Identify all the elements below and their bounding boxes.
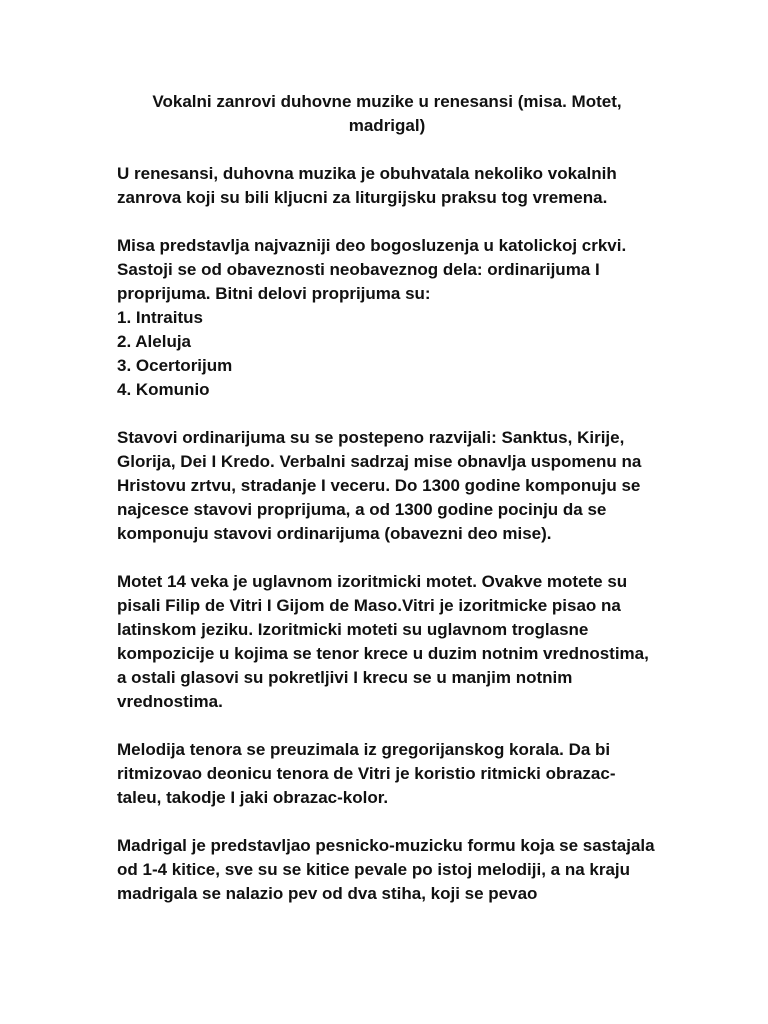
list-item: 4. Komunio [117,380,210,399]
document-title: Vokalni zanrovi duhovne muzike u renesansi (misa. Motet, madrigal) [152,92,622,135]
list-item: 1. Intraitus [117,308,203,327]
misa-section [117,234,657,402]
document-body [117,90,657,930]
misa-paragraph: Misa predstavlja najvazniji deo bogosluzenja u katolickoj crkvi. Sastoji se od obaveznosti neobaveznog dela: ordinarijuma I proprijuma. Bitni delovi proprijuma su: [117,236,627,303]
motet-paragraph: Motet 14 veka je uglavnom izoritmicki motet. Ovakve motete su pisali Filip de Vitri I Gijom de Maso.Vitri je izoritmicke pisao na latinskom jeziku. Izoritmicki moteti su uglavnom troglasne kompozicije u kojima se tenor krece u duzim notnim vrednostima, a ostali glasovi su pokretljivi I krecu se u manjim notnim vrednostima. [117,572,649,711]
intro-paragraph: U renesansi, duhovna muzika je obuhvatala nekoliko vokalnih zanrova koji su bili kljucni za liturgijsku praksu tog vremena. [117,164,617,207]
proprijum-list [117,306,657,402]
tenor-paragraph: Melodija tenora se preuzimala iz gregorijanskog korala. Da bi ritmizovao deonicu tenora de Vitri je koristio ritmicki obrazac-taleu, takodje I jaki obrazac-kolor. [117,740,616,807]
madrigal-paragraph: Madrigal je predstavljao pesnicko-muzicku formu koja se sastajala od 1-4 kitice, sve su se kitice pevale po istoj melodiji, a na kraju madrigala se nalazio pev od dva stiha, koji se pevao [117,836,655,903]
list-item: 3. Ocertorijum [117,356,233,375]
ordinarijum-paragraph: Stavovi ordinarijuma su se postepeno razvijali: Sanktus, Kirije, Glorija, Dei I Kredo. Verbalni sadrzaj mise obnavlja uspomenu na Hristovu zrtvu, stradanje I veceru. Do 1300 godine komponuju se najcesce stavovi proprijuma, a od 1300 godine pocinju da se komponuju stavovi ordinarijuma (obavezni deo mise). [117,428,642,543]
list-item: 2. Aleluja [117,332,192,351]
